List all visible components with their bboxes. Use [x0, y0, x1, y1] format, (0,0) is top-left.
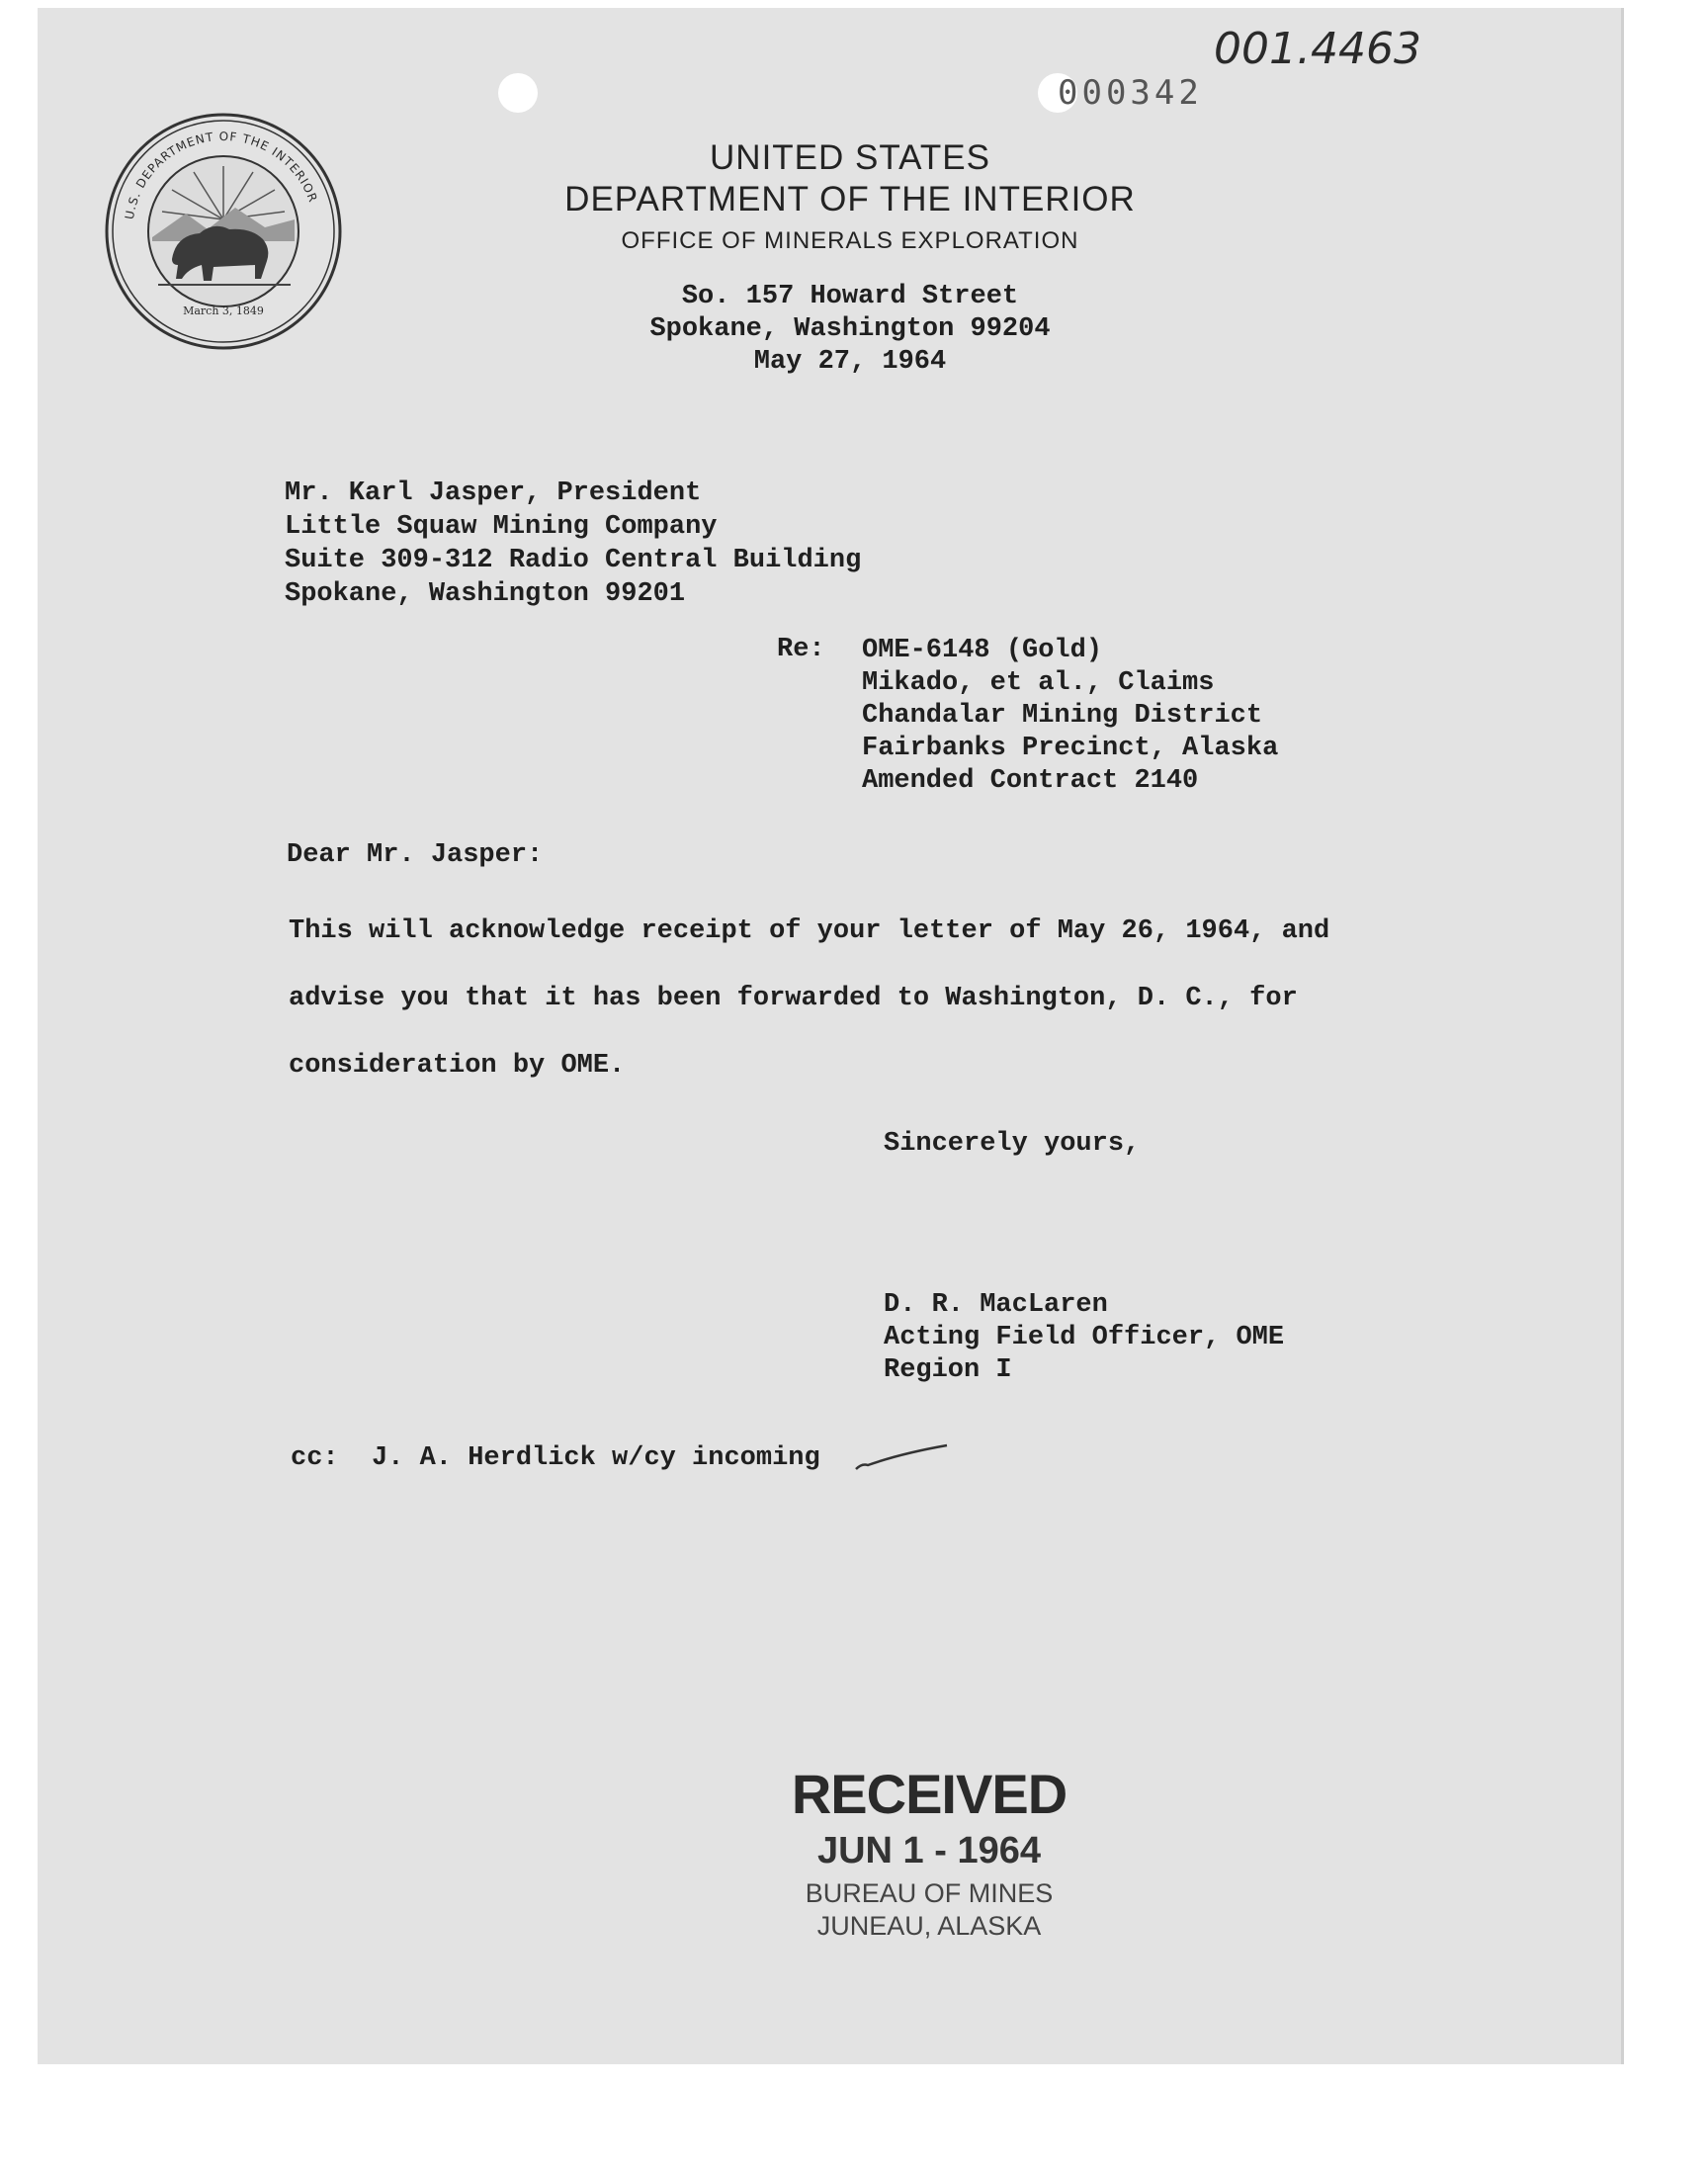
cc-label: cc:: [291, 1443, 339, 1473]
recipient-line: Spokane, Washington 99201: [285, 579, 686, 609]
letterhead-line-3: OFFICE OF MINERALS EXPLORATION: [621, 227, 1079, 254]
sender-city: Spokane, Washington 99204: [649, 314, 1051, 344]
letter-body: [289, 898, 1329, 1099]
letterhead: [356, 138, 1344, 255]
letterhead-line-1: UNITED STATES: [710, 138, 990, 177]
received-stamp-office: BUREAU OF MINES: [805, 1878, 1054, 1908]
salutation: Dear Mr. Jasper:: [287, 840, 544, 870]
closing: Sincerely yours,: [884, 1129, 1141, 1159]
signer-region: Region I: [884, 1355, 1012, 1385]
body-line: advise you that it has been forwarded to Washington, D. C., for: [289, 984, 1298, 1013]
reference-line: OME-6148 (Gold): [862, 636, 1103, 665]
recipient-line: Mr. Karl Jasper, President: [285, 478, 702, 508]
recipient-address: [285, 477, 861, 611]
signer-name: D. R. MacLaren: [884, 1290, 1108, 1320]
reference-line: Mikado, et al., Claims: [862, 668, 1215, 698]
signer-title: Acting Field Officer, OME: [884, 1323, 1285, 1352]
received-stamp-title: RECEIVED: [791, 1763, 1068, 1825]
recipient-line: Little Squaw Mining Company: [285, 512, 718, 542]
file-number-annotation: 001.4463: [1214, 24, 1421, 74]
reference-line: Fairbanks Precinct, Alaska: [862, 734, 1279, 763]
body-line: consideration by OME.: [289, 1051, 626, 1081]
reference-block: [862, 635, 1278, 798]
seal-ring-text: U.S. DEPARTMENT OF THE INTERIOR: [122, 129, 321, 220]
letter-date: May 27, 1964: [753, 347, 947, 377]
bison-seal-icon: [103, 111, 344, 352]
reference-label: Re:: [777, 635, 825, 664]
sender-street: So. 157 Howard Street: [681, 282, 1019, 311]
received-stamp-location: JUNEAU, ALASKA: [816, 1911, 1042, 1941]
punch-hole: [498, 73, 538, 113]
page-stamp-number: 000342: [1058, 73, 1203, 113]
seal-date: March 3, 1849: [183, 304, 264, 317]
body-line: This will acknowledge receipt of your letter of May 26, 1964, and: [289, 916, 1330, 946]
signature-block: [884, 1289, 1284, 1387]
reference-line: Amended Contract 2140: [862, 766, 1199, 796]
received-stamp-date: JUN 1 - 1964: [816, 1830, 1041, 1871]
sender-address: [554, 281, 1147, 379]
received-stamp: [692, 1762, 1166, 1942]
recipient-line: Suite 309-312 Radio Central Building: [285, 546, 862, 575]
reference-line: Chandalar Mining District: [862, 701, 1263, 731]
check-mark-icon: [852, 1439, 951, 1479]
letterhead-line-2: DEPARTMENT OF THE INTERIOR: [564, 180, 1136, 218]
cc-text: J. A. Herdlick w/cy incoming: [372, 1443, 820, 1473]
